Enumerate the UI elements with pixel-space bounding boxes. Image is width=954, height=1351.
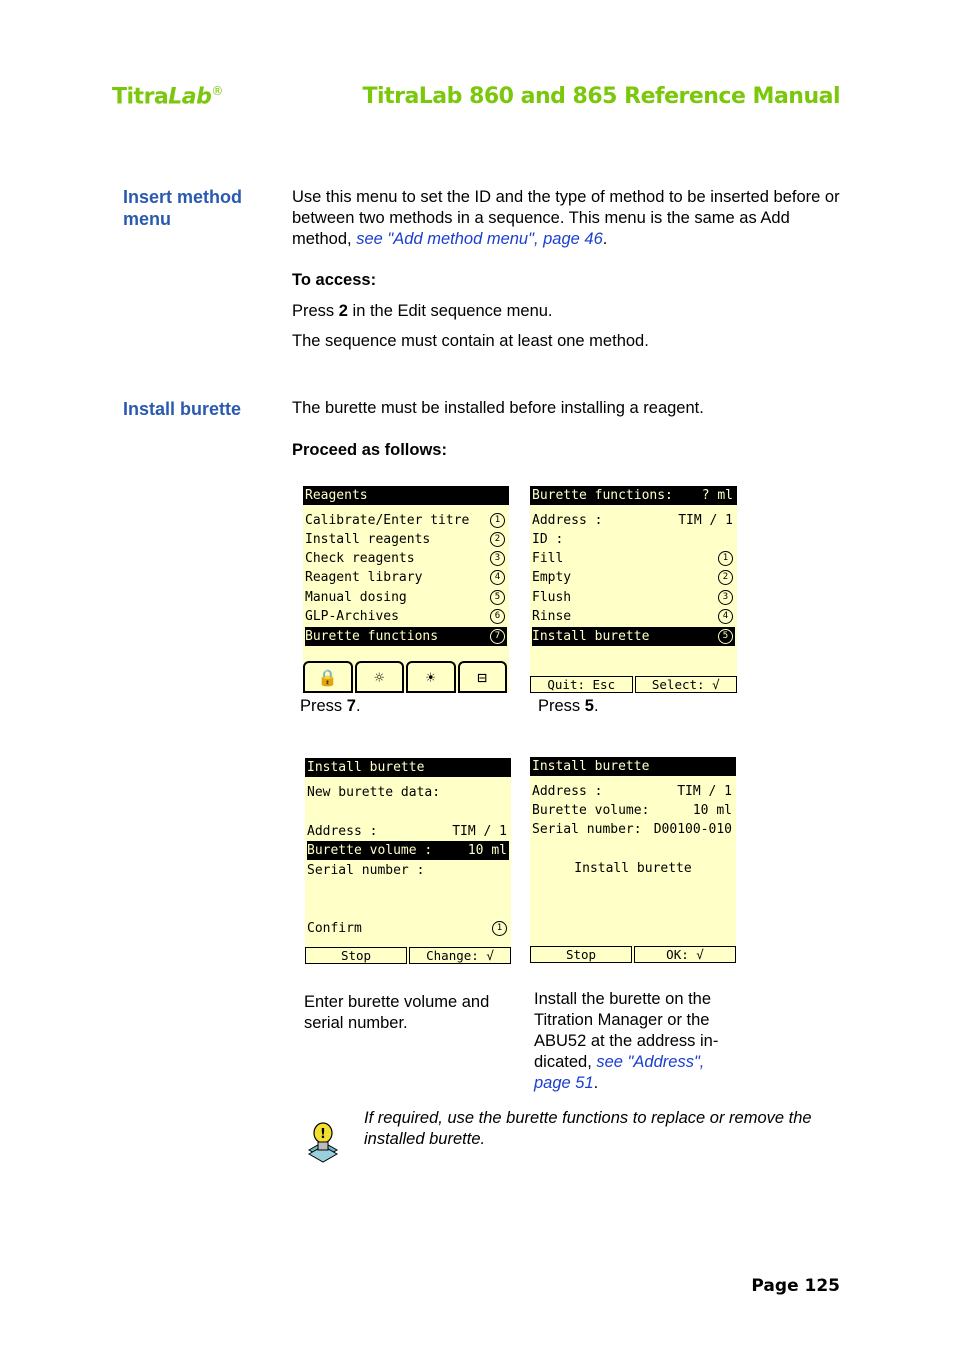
menu-item[interactable]: Install reagents 2 [305,530,507,549]
menu-item[interactable]: GLP-Archives 6 [305,607,507,626]
caption-press-5: Press 5. [538,697,599,715]
burette-volume-field[interactable]: Burette volume : 10 ml [307,843,507,858]
add-method-link[interactable]: see "Add method menu", page 46 [356,230,603,248]
address-link[interactable]: see "Address", page 51 [534,1053,705,1092]
screen-title: Reagents [303,486,509,505]
screen-title: Install burette [305,758,511,777]
press-instruction: Press 2 in the Edit sequence menu. [292,302,553,320]
quit-button[interactable]: Quit: Esc [530,676,633,693]
ok-button[interactable]: OK: √ [634,946,736,963]
manual-title: TitraLab 860 and 865 Reference Manual [362,84,840,109]
softkey-bar [530,676,737,693]
menu-item[interactable]: Rinse 4 [532,607,735,626]
volume-row: Burette volume: 10 ml [532,803,732,818]
confirm-row[interactable]: Confirm 1 [307,919,509,938]
menu-item[interactable]: Manual dosing 5 [305,588,507,607]
menu-item[interactable]: Empty 2 [532,568,735,587]
address-row: Address : TIM / 1 [532,513,733,528]
page-number: Page 125 [751,1276,840,1296]
menu-item[interactable]: Calibrate/Enter titre 1 [305,511,507,530]
burette-functions-screen [530,486,737,693]
lock-icon[interactable]: 🔒 [303,661,353,693]
caption-press-7: Press 7. [300,697,361,715]
install-burette-edit-screen [305,758,511,964]
device-icon[interactable]: ⊟ [458,661,508,693]
install-burette-text: The burette must be installed before installing a reagent. [292,399,704,417]
sequence-note: The sequence must contain at least one method. [292,332,649,350]
install-burette-heading: Install burette [123,399,242,419]
insert-method-text: Use this menu to set the ID and the type of method to be inserted before or between two methods in a sequence. This menu is the same as Add method, see "Add method menu", page 46. [292,188,840,248]
address-row: Address : TIM / 1 [532,784,732,799]
install-burette-message: Install burette [574,861,692,876]
stop-button[interactable]: Stop [305,947,407,964]
tab-bar [303,661,509,693]
brand-logo: TitraLab® [112,84,223,110]
select-button[interactable]: Select: √ [635,676,738,693]
menu-item[interactable]: Check reagents 3 [305,549,507,568]
id-row: ID : [532,532,564,547]
lightbulb-tip-icon [305,1120,341,1166]
address-row: Address : TIM / 1 [307,824,507,839]
tip-text: If required, use the burette functions to replace or remove the installed burette. [364,1109,812,1148]
svg-text:!: ! [320,1127,326,1142]
stop-button[interactable]: Stop [530,946,632,963]
softkey-bar [305,947,511,964]
to-access-label: To access: [292,271,377,289]
screen-title: Install burette [530,757,736,776]
menu-item-selected[interactable]: Burette functions 7 [305,627,507,646]
info-sun-icon[interactable]: ☀ [406,661,456,693]
install-burette-confirm-screen [530,757,736,963]
menu-item[interactable]: Fill 1 [532,549,735,568]
new-data-label: New burette data: [307,785,441,800]
menu-item[interactable]: Reagent library 4 [305,568,507,587]
serial-number-field[interactable]: Serial number : [307,863,425,878]
caption-install-burette: Install the burette on the Titration Manager or the ABU52 at the address in-dicated, see "Address", page 51. [534,990,719,1092]
menu-item-selected[interactable]: Install burette 5 [532,627,735,646]
change-button[interactable]: Change: √ [409,947,511,964]
softkey-bar [530,946,736,963]
menu-item[interactable]: Flush 3 [532,588,735,607]
reagents-screen [303,486,509,693]
insert-method-heading: Insert method menu [123,187,243,229]
proceed-label: Proceed as follows: [292,441,447,459]
screen-title: Burette functions: ? ml [530,486,737,505]
serial-row: Serial number: D00100-010 [532,822,732,837]
caption-enter-volume: Enter burette volume and serial number. [304,993,490,1032]
brightness-icon[interactable]: ☼ [355,661,405,693]
